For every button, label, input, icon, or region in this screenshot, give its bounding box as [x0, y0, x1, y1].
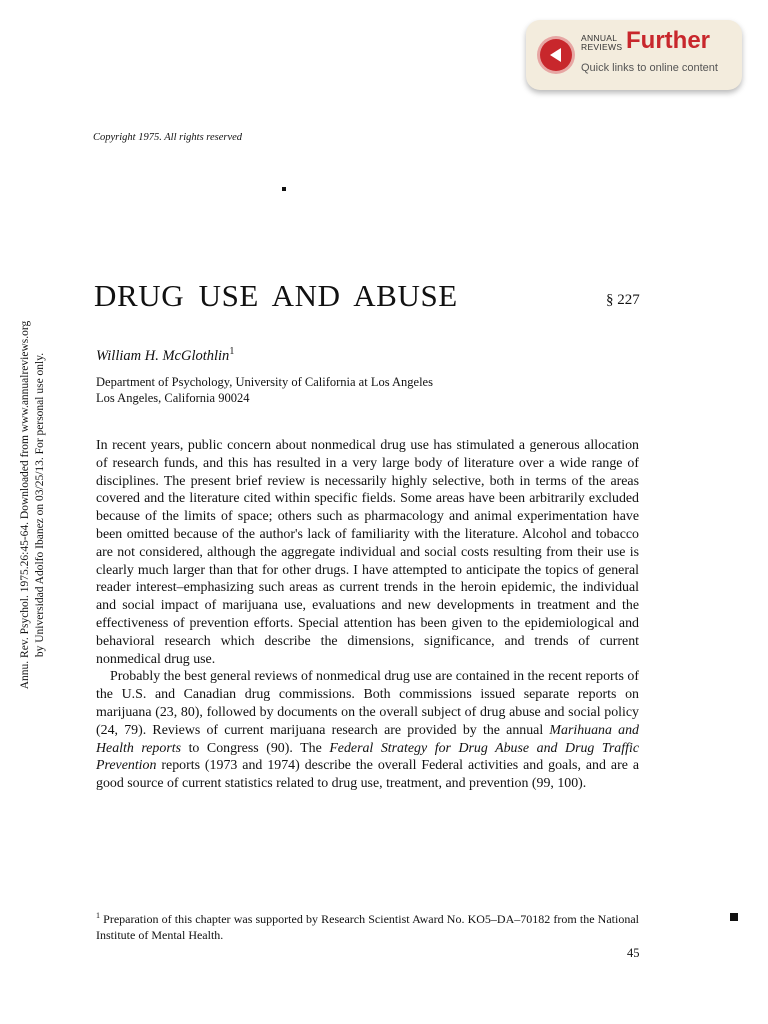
paragraph-2	[96, 668, 639, 793]
article-body	[96, 437, 639, 793]
scan-dot	[282, 187, 286, 191]
further-title: Further	[626, 27, 710, 54]
paragraph-2-italic2: Federal Strategy for Drug Abuse and Drug Traffic Prevention	[96, 740, 639, 774]
author-name	[96, 346, 234, 365]
sidebar-citation-line2: by Universidad Adolfo Ibanez on 03/25/13. For personal use only.	[34, 352, 46, 658]
section-number: § 227	[606, 292, 640, 308]
annual-reviews-line2: REVIEWS	[581, 42, 623, 52]
affiliation-line1: Department of Psychology, University of California at Los Angeles	[96, 375, 433, 389]
play-back-icon	[540, 39, 572, 71]
further-subtitle: Quick links to online content	[581, 62, 718, 74]
affiliation-line2: Los Angeles, California 90024	[96, 391, 250, 405]
author-name-text: William H. McGlothlin	[96, 347, 230, 364]
paragraph-2-part1: Probably the best general reviews of nonmedical drug use are contained in the recent reports of the U.S. and Canadian drug commissions. Both commissions issued separate reports on marijuana (23, 80), followed by documents on the overall subject of drug abuse and social policy (24, 79). Reviews of current marijuana research are provided by the annual	[96, 669, 639, 738]
further-badge[interactable]	[526, 20, 742, 90]
page-number: 45	[627, 946, 640, 960]
article-title: DRUG USE AND ABUSE	[94, 278, 458, 313]
annual-reviews-line1: ANNUAL	[581, 33, 618, 43]
paragraph-2-part2: to Congress (90). The	[181, 740, 330, 756]
author-footnote-marker[interactable]: 1	[229, 346, 235, 357]
annual-reviews-logo	[581, 34, 622, 52]
sidebar-citation-line1: Annu. Rev. Psychol. 1975.26:45-64. Downloaded from www.annualreviews.org	[19, 320, 31, 690]
paragraph-2-italic1: Marihuana and Health reports	[96, 722, 639, 756]
footnote-text: Preparation of this chapter was supported by Research Scientist Award No. KO5–DA–70182 from the National Institute of Mental Health.	[96, 912, 640, 942]
affiliation	[96, 374, 433, 406]
sidebar-citation	[18, 315, 48, 695]
footnote-marker: 1	[96, 911, 100, 920]
copyright-notice: Copyright 1975. All rights reserved	[93, 132, 243, 143]
paragraph-2-part3: reports (1973 and 1974) describe the overall Federal activities and goals, and are a good source of current statistics related to drug use, treatment, and prevention (99, 100).	[96, 758, 639, 792]
paragraph-1: In recent years, public concern about nonmedical drug use has stimulated a generous allocation of research funds, and this has resulted in a very large body of literature over a wide range of disciplines. The present brief review is necessarily highly selective, both in terms of the areas covered and the literature cited within specific fields. Some areas have been arbitrarily excluded because of the limits of space; others such as pharmacology and animal experimentation have been omitted because of the author's lack of familiarity with the literature. Alcohol and tobacco are not considered, although the aggregate individual and social costs resulting from their use is clearly much larger than that for other drugs. I have attempted to anticipate the topics of general reader interest–emphasizing such areas as current trends in the heroin epidemic, the individual and social impact of marijuana use, evaluations and new developments in treatment and the effectiveness of prevention efforts. Special attention has been given to the epidemiological and behavioral research which describe the dimensions, significance, and trends of current nonmedical drug use.	[96, 438, 639, 667]
scan-square-mark	[730, 913, 738, 921]
footnote	[96, 908, 639, 943]
